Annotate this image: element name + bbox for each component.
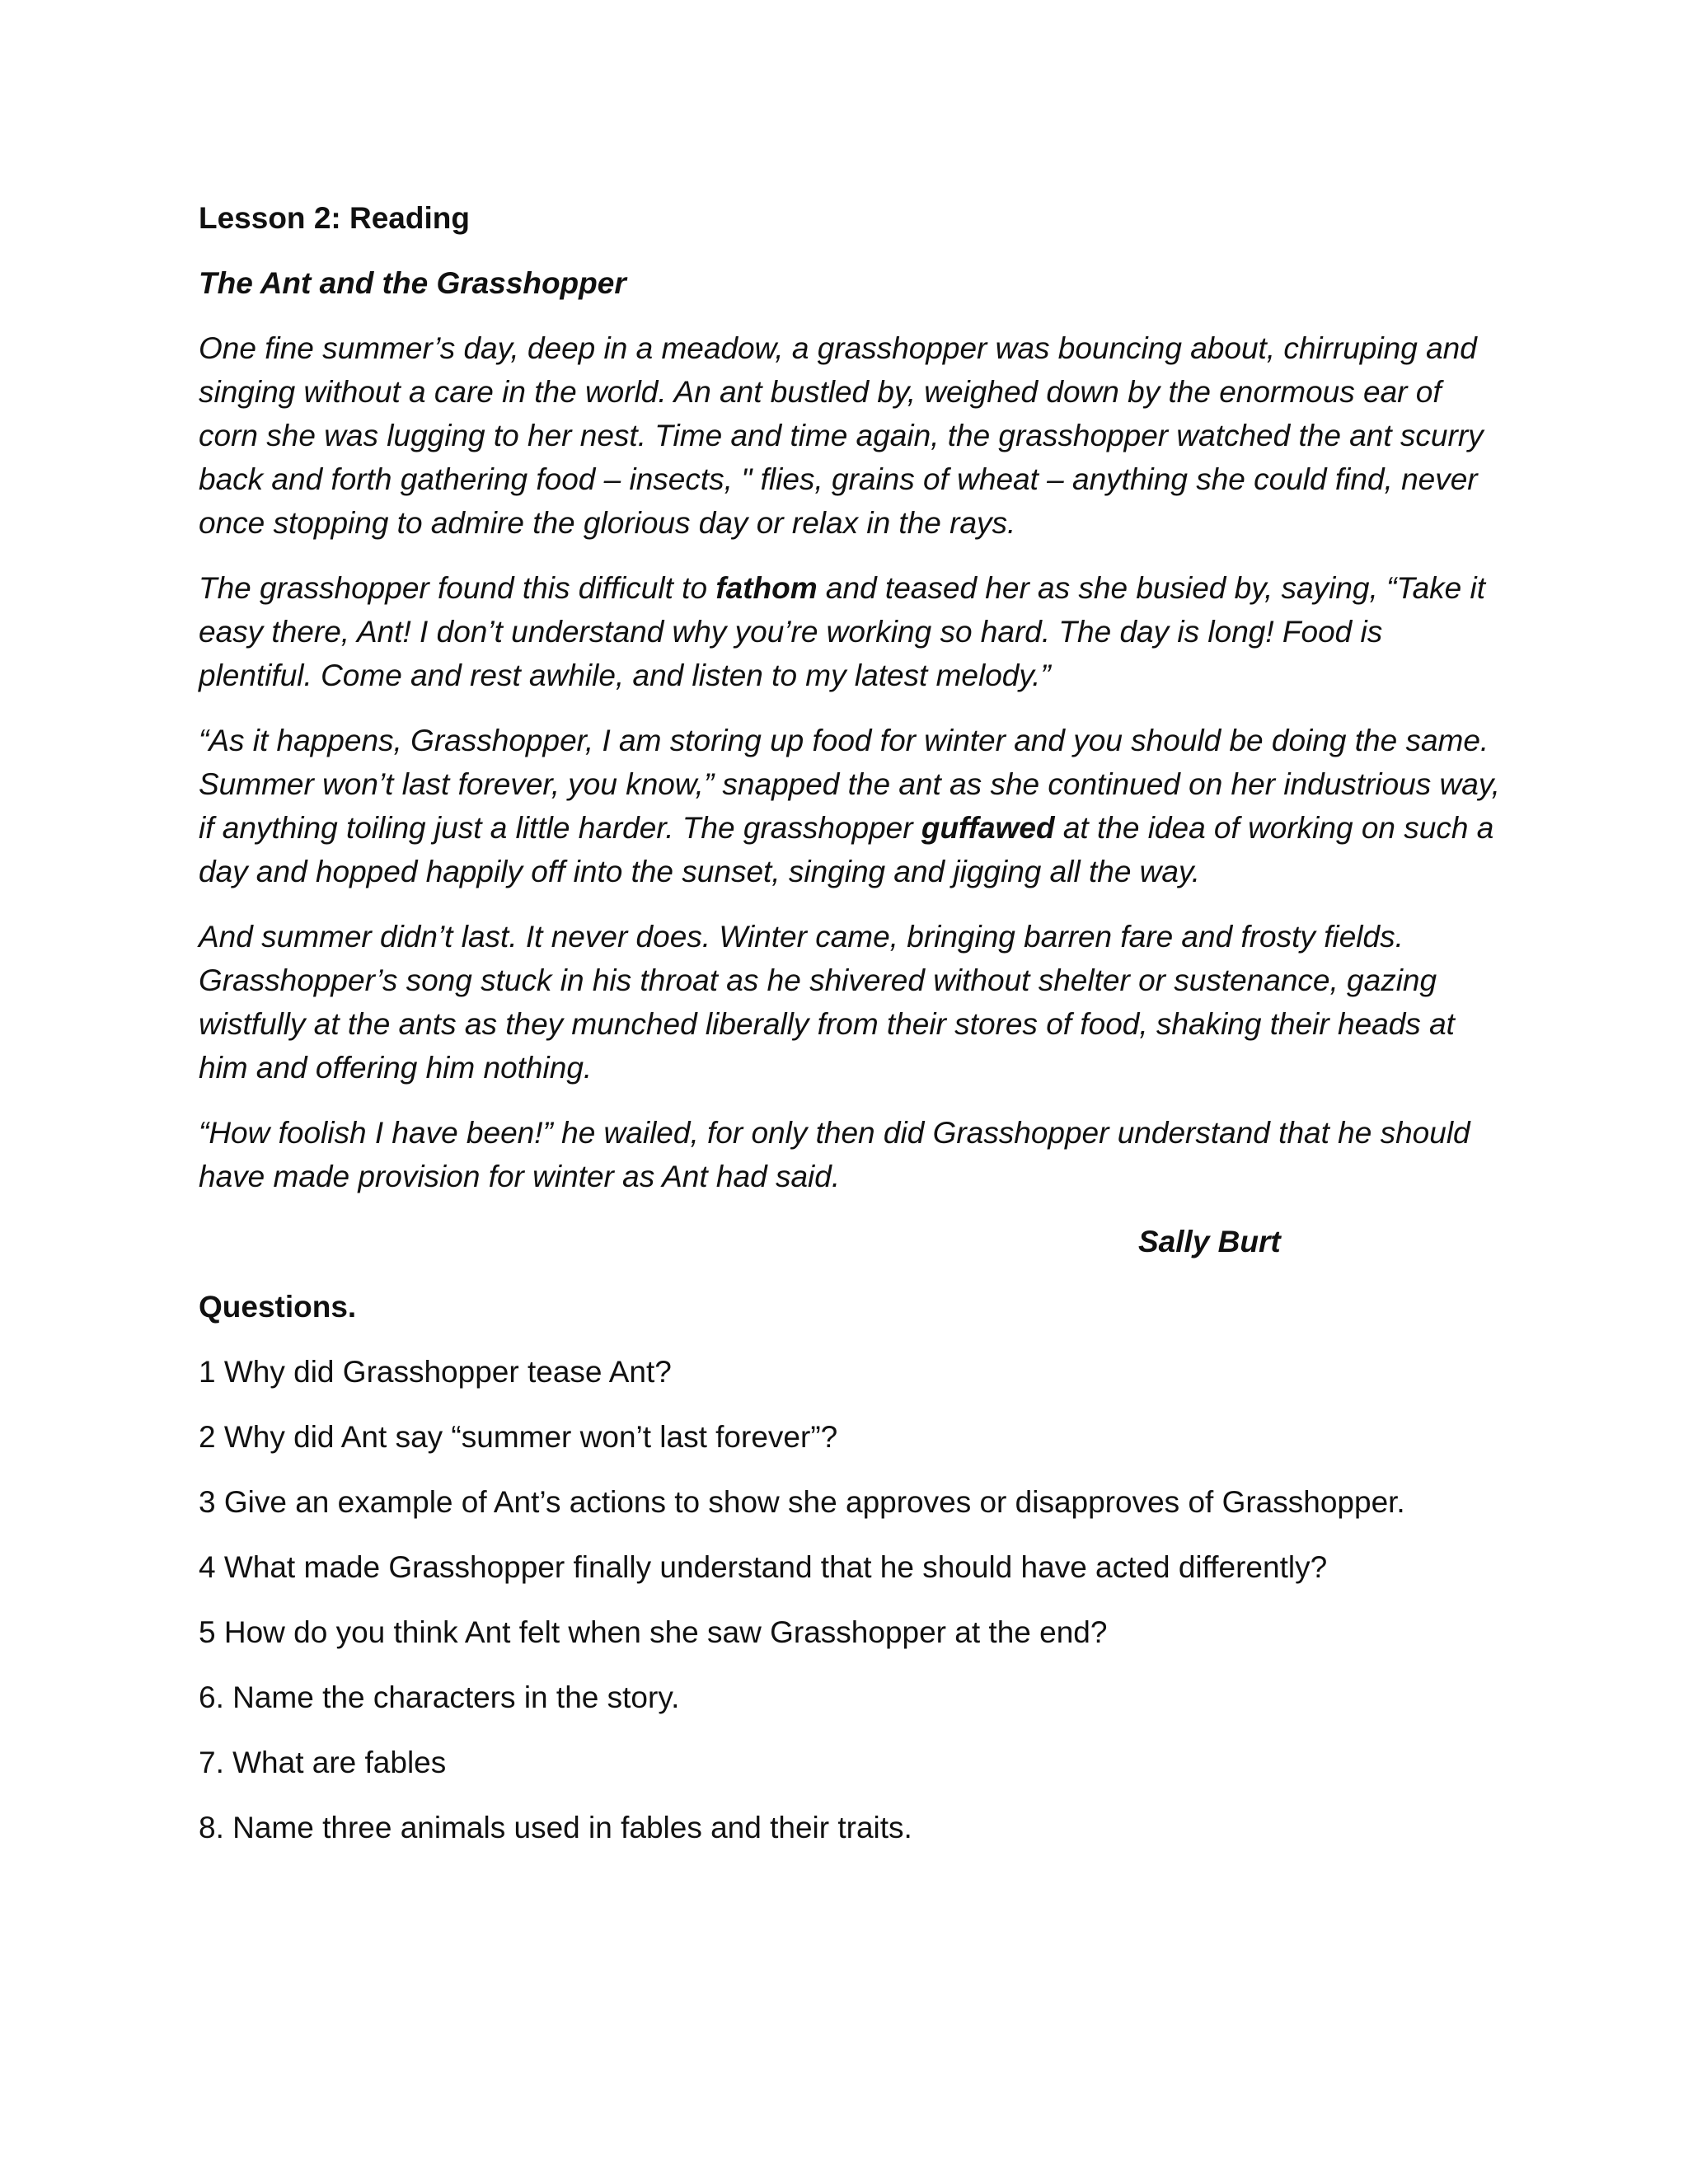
story-paragraph-2-before: The grasshopper found this difficult to [199,571,716,605]
vocab-word-fathom: fathom [715,571,818,605]
question-item: 6. Name the characters in the story. [199,1680,680,1714]
story [199,261,1501,1263]
question-item: 5 How do you think Ant felt when she saw Grasshopper at the end? [199,1615,1108,1649]
story-title: The Ant and the Grasshopper [199,266,626,300]
question-item: 2 Why did Ant say “summer won’t last forever”? [199,1420,838,1454]
document-page [199,196,1501,1871]
story-paragraph-3-after: at the idea of working on such a day and hopped happily off into the sunset, singing and jigging all the way. [199,811,1494,888]
question-item: 8. Name three animals used in fables and their traits. [199,1811,912,1844]
vocab-word-guffawed: guffawed [921,811,1055,845]
question-item: 1 Why did Grasshopper tease Ant? [199,1355,672,1389]
question-item: 4 What made Grasshopper finally understand that he should have acted differently? [199,1550,1328,1584]
story-paragraph-1: One fine summer’s day, deep in a meadow, a grasshopper was bouncing about, chirruping and singing without a care in the world. An ant bustled by, weighed down by the enormous ear of corn she was lugging to her nest. Time and time again, the grasshopper watched the ant scurry back and forth gathering food – insects, " flies, grains of wheat – anything she could find, never once stopping to admire the glorious day or relax in the rays. [199,331,1484,540]
story-paragraph-5: “How foolish I have been!” he wailed, for only then did Grasshopper understand that he should have made provision for winter as Ant had said. [199,1116,1470,1193]
question-item: 3 Give an example of Ant’s actions to show she approves or disapproves of Grasshopper. [199,1485,1405,1519]
story-paragraph-4: And summer didn’t last. It never does. Winter came, bringing barren fare and frosty fields. Grasshopper’s song stuck in his throat as he shivered without shelter or sustenance, gazing wistfully at the ants as they munched liberally from their stores of food, shaking their heads at him and offering him nothing. [199,920,1455,1085]
story-author: Sally Burt [1138,1225,1281,1258]
story-paragraph-2 [199,566,1501,697]
question-item: 7. What are fables [199,1746,447,1779]
story-paragraph-3 [199,719,1501,893]
story-paragraph-3-before: “As it happens, Grasshopper, I am storing up food for winter and you should be doing the same. Summer won’t last forever, you know,” snapped the ant as she continued on her industrious way, if anything toiling just a little harder. The grasshopper [199,724,1500,845]
story-paragraph-2-after: and teased her as she busied by, saying, “Take it easy there, Ant! I don’t understand why you’re working so hard. The day is long! Food is plentiful. Come and rest awhile, and listen to my latest melody.” [199,571,1486,692]
questions-section [199,1285,1501,1849]
questions-heading: Questions. [199,1290,357,1324]
lesson-title: Lesson 2: Reading [199,201,470,235]
